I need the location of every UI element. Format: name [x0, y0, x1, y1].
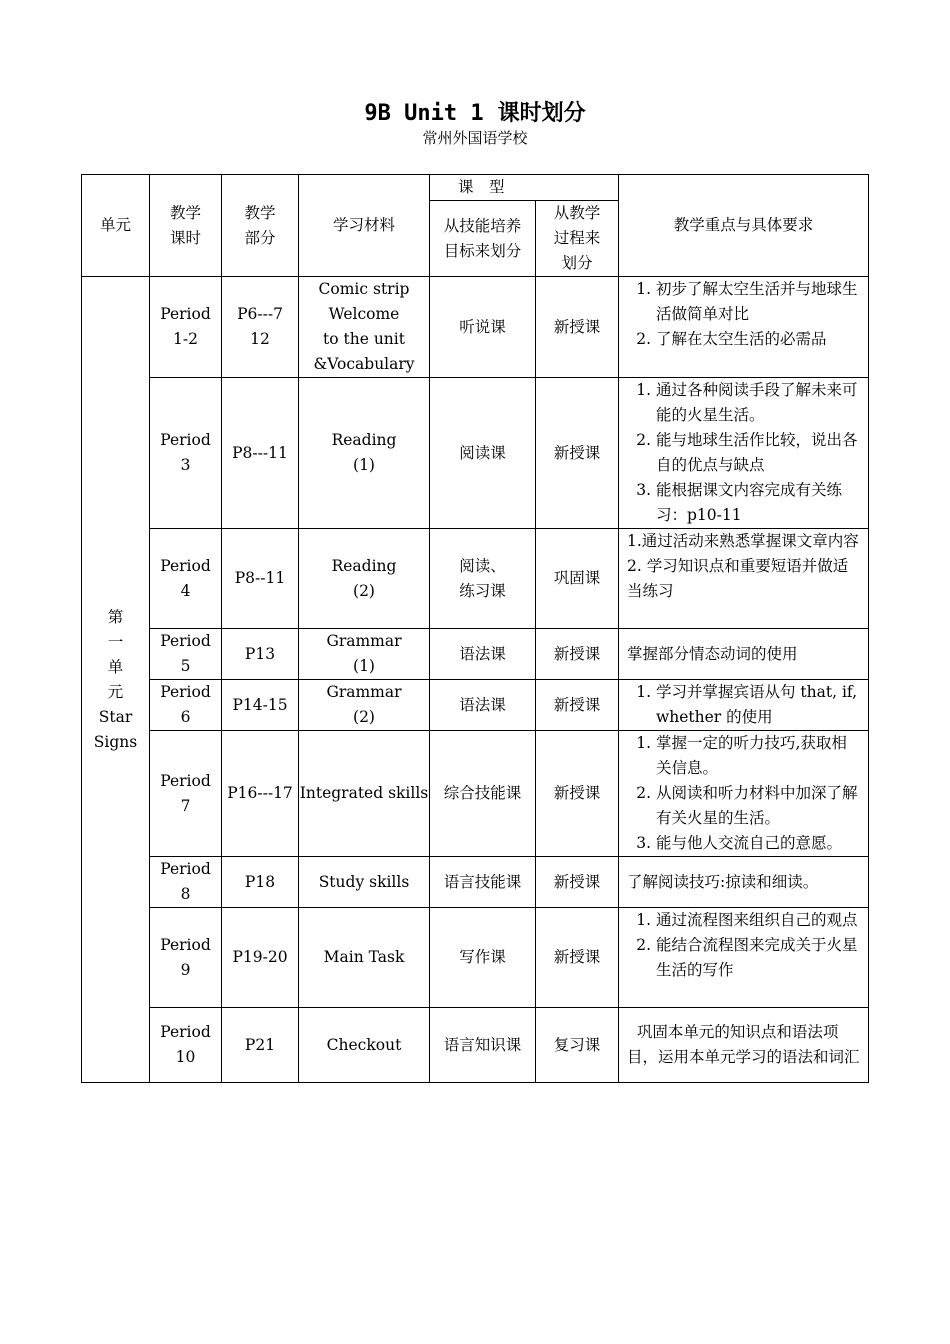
period-line: Period — [160, 431, 211, 449]
part-line: 12 — [250, 330, 270, 348]
header-process-line2: 过程来 — [553, 229, 601, 247]
part-cell — [222, 731, 299, 857]
skill-cell — [430, 857, 536, 908]
header-course-type-label: 课 型 — [458, 178, 505, 196]
process-label: 新授课 — [553, 695, 601, 714]
period-line: Period — [160, 632, 211, 650]
table-row — [82, 731, 869, 857]
material-line: (1) — [353, 456, 375, 474]
skill-line: 阅读、 — [459, 556, 506, 575]
table-row — [82, 680, 869, 731]
process-cell — [536, 857, 619, 908]
header-hours — [150, 175, 222, 277]
part-cell — [222, 629, 299, 680]
period-line: 3 — [180, 456, 191, 474]
skill-cell — [430, 1008, 536, 1083]
table-row — [82, 908, 869, 1008]
focus-item: 1. 通过流程图来组织自己的观点 — [656, 908, 862, 933]
period-cell — [150, 1008, 222, 1083]
unit-char: 一 — [107, 632, 124, 651]
period-line: Period — [160, 771, 211, 790]
period-cell — [150, 629, 222, 680]
period-line: 9 — [180, 960, 191, 979]
focus-cell — [619, 378, 869, 529]
process-label: 复习课 — [553, 1035, 601, 1054]
period-line: 4 — [180, 581, 191, 600]
period-line: Period — [160, 683, 211, 701]
process-cell — [536, 908, 619, 1008]
process-label: 新授课 — [553, 948, 601, 966]
material-cell — [299, 1008, 430, 1083]
unit-char: 单 — [107, 657, 124, 676]
skill-line: 语法课 — [459, 695, 506, 714]
skill-line: 听说课 — [459, 317, 506, 336]
material-line: (2) — [353, 708, 375, 726]
material-line: Comic strip — [318, 280, 410, 298]
skill-cell — [430, 629, 536, 680]
part-line: P8---11 — [232, 443, 288, 462]
process-label: 新授课 — [553, 317, 601, 336]
part-cell — [222, 1008, 299, 1083]
header-process-line1: 从教学 — [553, 204, 601, 222]
period-line: 6 — [180, 708, 191, 726]
period-line: Period — [160, 305, 211, 323]
part-cell — [222, 378, 299, 529]
focus-item: 1.通过活动来熟悉掌握课文章内容 — [627, 532, 859, 550]
period-cell — [150, 908, 222, 1008]
process-cell — [536, 629, 619, 680]
focus-cell — [619, 731, 869, 857]
header-skill-line2: 目标来划分 — [443, 241, 522, 260]
focus-cell — [619, 908, 869, 1008]
material-line: Grammar — [326, 632, 402, 650]
header-skill — [430, 201, 536, 277]
unit-cell — [82, 277, 150, 1083]
focus-item: 了解阅读技巧:掠读和细读。 — [627, 872, 819, 891]
part-line: P14-15 — [232, 695, 288, 714]
skill-cell — [430, 378, 536, 529]
material-line: Reading — [331, 431, 397, 449]
period-line: Period — [160, 860, 211, 878]
header-row — [82, 175, 869, 201]
part-cell — [222, 680, 299, 731]
header-focus-label: 教学重点与具体要求 — [673, 216, 814, 234]
unit-char: 第 — [107, 607, 124, 626]
header-material-label: 学习材料 — [332, 216, 395, 234]
focus-item: 1. 通过各种阅读手段了解未来可能的火星生活。 — [656, 378, 862, 428]
process-cell — [536, 680, 619, 731]
skill-line: 练习课 — [459, 581, 506, 600]
header-focus — [619, 175, 869, 277]
document-subtitle: 常州外国语学校 — [422, 129, 528, 147]
focus-item: 1. 初步了解太空生活并与地球生活做简单对比 — [656, 277, 862, 327]
material-line: (1) — [353, 657, 375, 675]
skill-line: 综合技能课 — [443, 784, 522, 802]
focus-item: 掌握部分情态动词的使用 — [627, 644, 798, 663]
unit-name-line2: Signs — [93, 732, 138, 751]
part-cell — [222, 908, 299, 1008]
focus-cell — [619, 857, 869, 908]
process-label: 巩固课 — [553, 569, 601, 587]
skill-line: 语言技能课 — [443, 872, 522, 891]
material-line: &Vocabulary — [313, 355, 415, 373]
period-line: 5 — [180, 657, 191, 675]
material-cell — [299, 680, 430, 731]
header-course-type — [430, 175, 619, 201]
material-line: to the unit — [323, 330, 405, 348]
part-line: P21 — [244, 1035, 276, 1054]
skill-cell — [430, 680, 536, 731]
skill-line: 语法课 — [459, 644, 506, 663]
header-part — [222, 175, 299, 277]
table-row — [82, 629, 869, 680]
material-line: Main Task — [323, 948, 405, 966]
header-unit — [82, 175, 150, 277]
part-cell — [222, 277, 299, 378]
focus-item: 巩固本单元的知识点和语法项目，运用本单元学习的语法和词汇 — [627, 1023, 860, 1066]
header-part-line2: 部分 — [244, 228, 276, 247]
period-cell — [150, 680, 222, 731]
period-line: Period — [160, 935, 211, 954]
skill-cell — [430, 277, 536, 378]
period-cell — [150, 857, 222, 908]
process-label: 新授课 — [553, 644, 601, 663]
focus-cell — [619, 277, 869, 378]
period-line: 1-2 — [173, 330, 198, 348]
period-cell — [150, 731, 222, 857]
period-cell — [150, 529, 222, 629]
skill-cell — [430, 529, 536, 629]
focus-item: 2. 学习知识点和重要短语并做适当练习 — [627, 557, 849, 600]
table-row — [82, 857, 869, 908]
focus-list — [627, 908, 862, 983]
focus-cell — [619, 1008, 869, 1083]
material-cell — [299, 908, 430, 1008]
process-cell — [536, 731, 619, 857]
material-cell — [299, 277, 430, 378]
material-line: Study skills — [318, 872, 410, 891]
period-line: 8 — [180, 885, 191, 903]
material-cell — [299, 731, 430, 857]
table-row — [82, 277, 869, 378]
part-line: P18 — [244, 872, 276, 891]
part-line: P8--11 — [234, 569, 286, 587]
header-process — [536, 201, 619, 277]
part-cell — [222, 857, 299, 908]
focus-item: 2. 能与地球生活作比较，说出各自的优点与缺点 — [656, 428, 862, 478]
focus-cell — [619, 629, 869, 680]
header-material — [299, 175, 430, 277]
material-cell — [299, 529, 430, 629]
material-line: Welcome — [328, 305, 400, 323]
unit-char: 元 — [107, 682, 124, 701]
material-line: Grammar — [326, 683, 402, 701]
process-cell — [536, 277, 619, 378]
process-cell — [536, 529, 619, 629]
header-part-line1: 教学 — [244, 203, 276, 222]
process-cell — [536, 378, 619, 529]
part-line: P16---17 — [227, 784, 293, 802]
period-line: 10 — [175, 1048, 196, 1066]
focus-item: 1. 学习并掌握宾语从句 that, if, whether 的使用 — [656, 680, 862, 730]
process-label: 新授课 — [553, 872, 601, 891]
period-line: Period — [160, 556, 211, 575]
header-hours-line2: 课时 — [169, 228, 201, 247]
material-line: Checkout — [326, 1035, 402, 1054]
material-line: (2) — [353, 581, 375, 600]
part-line: P19-20 — [232, 948, 288, 966]
table-row — [82, 1008, 869, 1083]
focus-item: 1. 掌握一定的听力技巧,获取相关信息。 — [656, 731, 862, 781]
skill-line: 语言知识课 — [443, 1035, 522, 1054]
title-code: 9B Unit 1 — [364, 101, 484, 126]
period-cell — [150, 378, 222, 529]
material-cell — [299, 857, 430, 908]
skill-cell — [430, 908, 536, 1008]
material-cell — [299, 629, 430, 680]
period-cell — [150, 277, 222, 378]
header-skill-line1: 从技能培养 — [443, 216, 522, 235]
part-line: P13 — [244, 644, 276, 663]
focus-item: 2. 了解在太空生活的必需品 — [656, 327, 862, 352]
unit-name-line1: Star — [98, 707, 133, 726]
focus-list — [627, 680, 862, 730]
focus-cell — [619, 529, 869, 629]
focus-item: 3. 能与他人交流自己的意愿。 — [656, 831, 862, 856]
skill-line: 写作课 — [459, 948, 506, 966]
period-line: 7 — [180, 796, 191, 815]
skill-cell — [430, 731, 536, 857]
process-label: 新授课 — [553, 443, 601, 462]
process-label: 新授课 — [553, 784, 601, 802]
document-title — [0, 96, 950, 127]
focus-list — [627, 731, 862, 856]
table-row — [82, 378, 869, 529]
part-line: P6---7 — [237, 305, 283, 323]
material-line: Integrated skills — [299, 784, 429, 802]
process-cell — [536, 1008, 619, 1083]
focus-cell — [619, 680, 869, 731]
period-line: Period — [160, 1023, 211, 1041]
material-line: Reading — [331, 556, 397, 575]
focus-list — [627, 277, 862, 352]
header-unit-label: 单元 — [99, 216, 131, 234]
title-text: 课时划分 — [497, 100, 586, 126]
table-row — [82, 529, 869, 629]
focus-item: 3. 能根据课文内容完成有关练习：p10-11 — [656, 478, 862, 528]
focus-list — [627, 378, 862, 528]
skill-line: 阅读课 — [459, 443, 506, 462]
focus-item: 2. 能结合流程图来完成关于火星生活的写作 — [656, 933, 862, 983]
part-cell — [222, 529, 299, 629]
header-hours-line1: 教学 — [169, 203, 201, 222]
material-cell — [299, 378, 430, 529]
focus-item: 2. 从阅读和听力材料中加深了解有关火星的生活。 — [656, 781, 862, 831]
header-process-line3: 划分 — [561, 254, 593, 272]
lesson-plan-table — [81, 174, 869, 1083]
